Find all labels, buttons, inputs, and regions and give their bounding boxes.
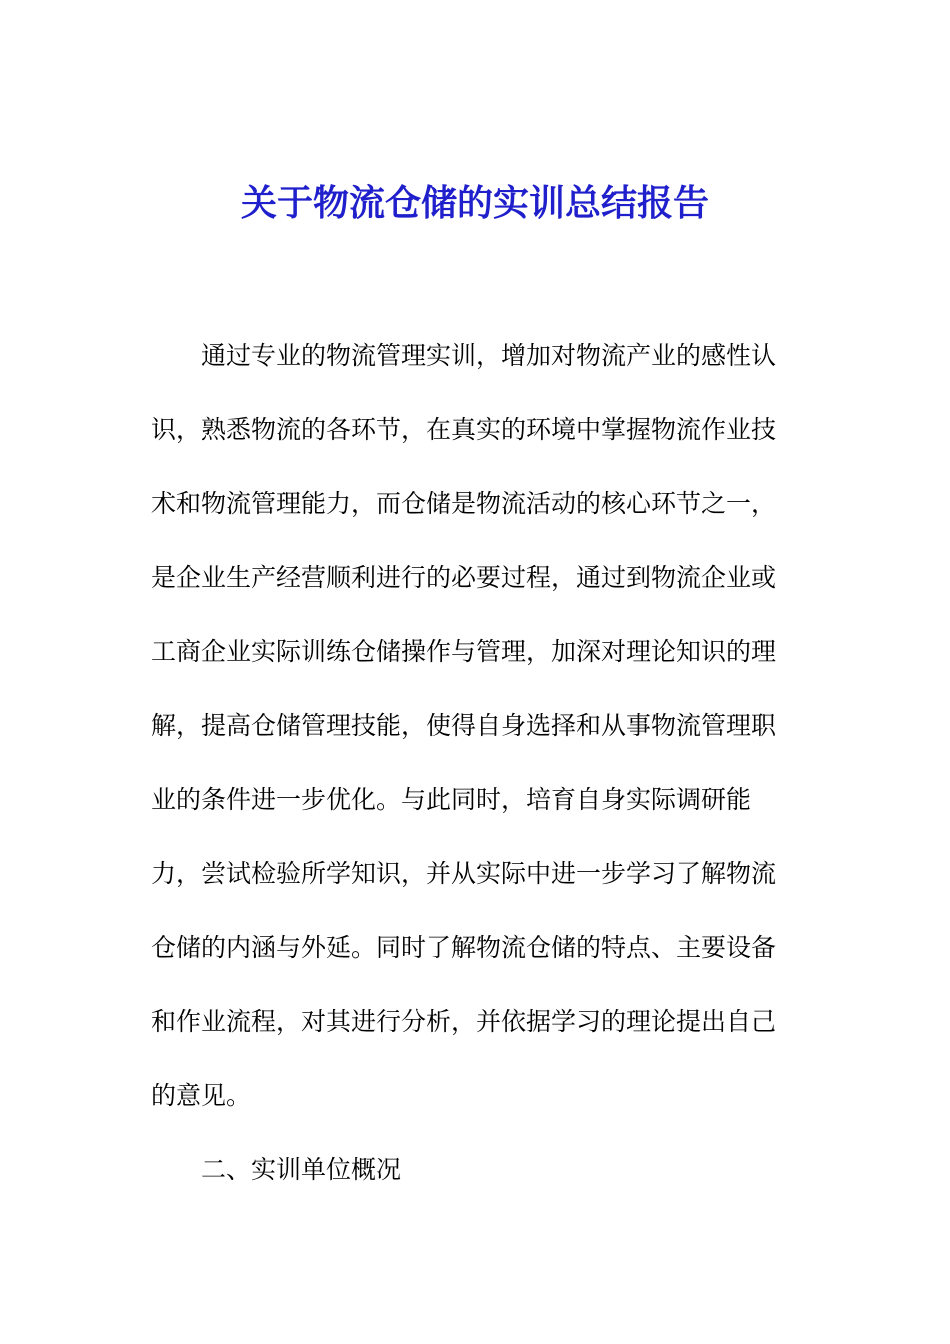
document-title: 关于物流仓储的实训总结报告 bbox=[240, 183, 709, 224]
paragraph-line: 工商企业实际训练仓储操作与管理，加深对理论知识的理 bbox=[151, 637, 777, 666]
paragraph-line: 仓储的内涵与外延。同时了解物流仓储的特点、主要设备 bbox=[151, 933, 777, 962]
paragraph-line: 解，提高仓储管理技能，使得自身选择和从事物流管理职 bbox=[151, 711, 777, 740]
paragraph-line: 通过专业的物流管理实训，增加对物流产业的感性认 bbox=[201, 341, 777, 370]
section-heading: 二、实训单位概况 bbox=[201, 1155, 402, 1184]
document-body bbox=[151, 336, 791, 1216]
paragraph-line: 识，熟悉物流的各环节，在真实的环境中掌握物流作业技 bbox=[151, 415, 777, 444]
paragraph-line: 的意见。 bbox=[151, 1081, 252, 1110]
paragraph-line: 力，尝试检验所学知识，并从实际中进一步学习了解物流 bbox=[151, 859, 777, 888]
paragraph-line: 术和物流管理能力，而仓储是物流活动的核心环节之一， bbox=[151, 489, 777, 518]
paragraph-line: 和作业流程，对其进行分析，并依据学习的理论提出自己 bbox=[151, 1007, 777, 1036]
paragraph-line: 业的条件进一步优化。与此同时，培育自身实际调研能 bbox=[151, 785, 752, 814]
paragraph-line: 是企业生产经营顺利进行的必要过程，通过到物流企业或 bbox=[151, 563, 777, 592]
